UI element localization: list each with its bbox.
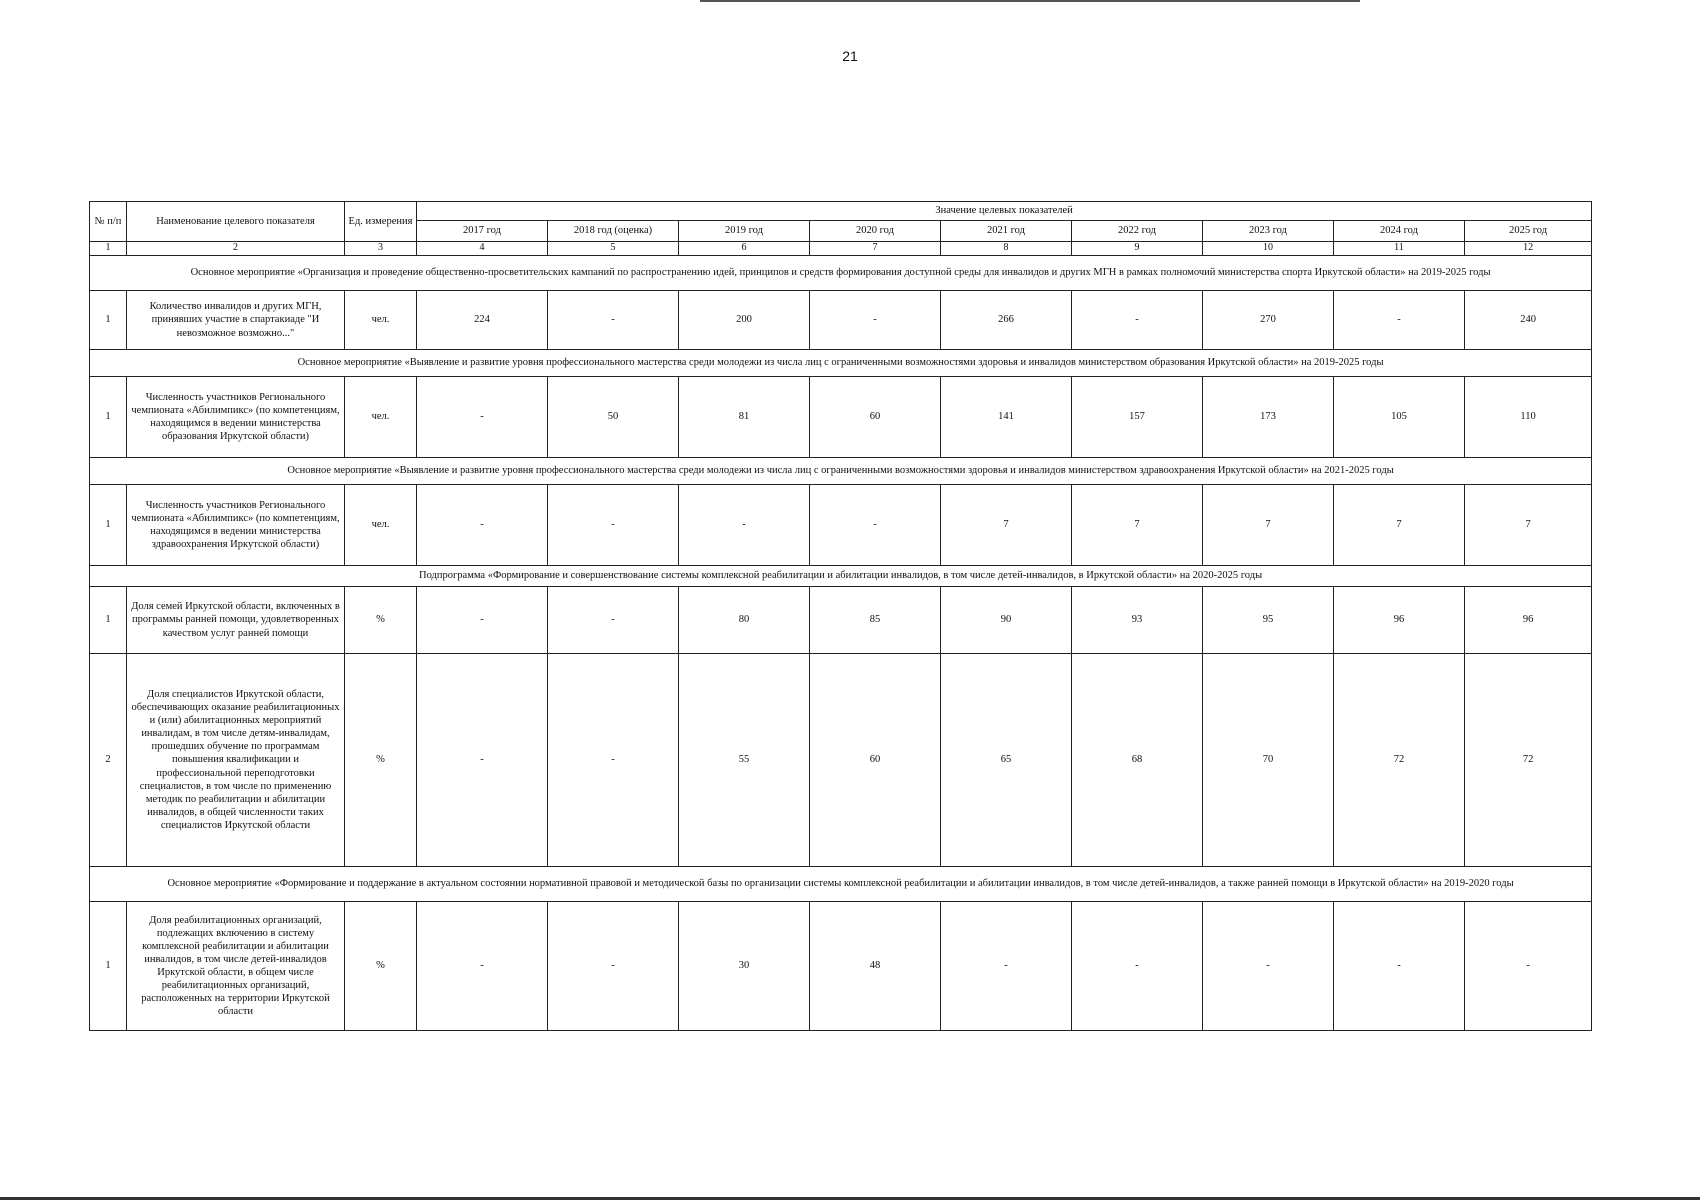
- value-cell: 7: [1072, 485, 1203, 566]
- column-number: 10: [1203, 242, 1334, 256]
- section-title: Основное мероприятие «Выявление и развитие уровня профессионального мастерства среди молодежи из числа лиц с ограниченными возможностями здоровья и инвалидов министерством здравоохранения Иркутской области» на 2021-2025 годы: [90, 458, 1592, 485]
- table-row: [90, 377, 1592, 458]
- row-number: 1: [90, 485, 127, 566]
- unit-cell: чел.: [345, 377, 417, 458]
- value-cell: 141: [941, 377, 1072, 458]
- table-row: [90, 291, 1592, 350]
- header-unit: Ед. измерения: [345, 202, 417, 242]
- value-cell: 50: [548, 377, 679, 458]
- value-cell: -: [548, 587, 679, 654]
- table-row: [90, 902, 1592, 1031]
- section-title: Подпрограмма «Формирование и совершенствование системы комплексной реабилитации и абилитации инвалидов, в том числе детей-инвалидов, в Иркутской области» на 2020-2025 годы: [90, 566, 1592, 587]
- value-cell: 30: [679, 902, 810, 1031]
- header-year: 2020 год: [810, 221, 941, 242]
- value-cell: 270: [1203, 291, 1334, 350]
- value-cell: 105: [1334, 377, 1465, 458]
- value-cell: -: [417, 902, 548, 1031]
- value-cell: -: [548, 291, 679, 350]
- value-cell: -: [417, 377, 548, 458]
- section-title: Основное мероприятие «Выявление и развитие уровня профессионального мастерства среди молодежи из числа лиц с ограниченными возможностями здоровья и инвалидов министерством образования Иркутской области» на 2019-2025 годы: [90, 350, 1592, 377]
- indicator-name: Количество инвалидов и других МГН, принявших участие в спартакиаде "И невозможное возможно...": [127, 291, 345, 350]
- value-cell: 55: [679, 654, 810, 867]
- value-cell: -: [810, 485, 941, 566]
- column-number-row: [90, 242, 1592, 256]
- header-year: 2025 год: [1465, 221, 1592, 242]
- value-cell: -: [417, 485, 548, 566]
- value-cell: -: [548, 902, 679, 1031]
- table-row: [90, 587, 1592, 654]
- header-year: 2022 год: [1072, 221, 1203, 242]
- row-number: 1: [90, 291, 127, 350]
- unit-cell: чел.: [345, 485, 417, 566]
- header-year: 2021 год: [941, 221, 1072, 242]
- section-row: [90, 566, 1592, 587]
- section-title: Основное мероприятие «Формирование и поддержание в актуальном состоянии нормативной правовой и методической базы по организации системы комплексной реабилитации и абилитации инвалидов, в том числе детей-инвалидов, а также ранней помощи в Иркутской области» на 2019-2020 годы: [90, 867, 1592, 902]
- row-number: 1: [90, 377, 127, 458]
- page-number: 21: [842, 48, 858, 64]
- table-row: [90, 654, 1592, 867]
- value-cell: 48: [810, 902, 941, 1031]
- value-cell: 60: [810, 654, 941, 867]
- section-row: [90, 350, 1592, 377]
- column-number: 5: [548, 242, 679, 256]
- value-cell: -: [548, 654, 679, 867]
- value-cell: 7: [941, 485, 1072, 566]
- value-cell: 65: [941, 654, 1072, 867]
- column-number: 4: [417, 242, 548, 256]
- row-number: 1: [90, 902, 127, 1031]
- value-cell: -: [1465, 902, 1592, 1031]
- value-cell: 80: [679, 587, 810, 654]
- value-cell: -: [1072, 291, 1203, 350]
- unit-cell: %: [345, 902, 417, 1031]
- row-number: 1: [90, 587, 127, 654]
- target-indicators-table-wrap: [89, 201, 1591, 1031]
- column-number: 6: [679, 242, 810, 256]
- value-cell: -: [1203, 902, 1334, 1031]
- value-cell: 85: [810, 587, 941, 654]
- value-cell: -: [1334, 902, 1465, 1031]
- scan-artifact-top: [700, 0, 1360, 2]
- column-number: 7: [810, 242, 941, 256]
- unit-cell: чел.: [345, 291, 417, 350]
- value-cell: 72: [1334, 654, 1465, 867]
- column-number: 8: [941, 242, 1072, 256]
- unit-cell: %: [345, 654, 417, 867]
- column-number: 3: [345, 242, 417, 256]
- header-year: 2023 год: [1203, 221, 1334, 242]
- value-cell: 110: [1465, 377, 1592, 458]
- indicator-name: Доля специалистов Иркутской области, обеспечивающих оказание реабилитационных и (или) абилитационных мероприятий инвалидам, в том числе детям-инвалидам, прошедших обучение по программам повышения квалификации и профессиональной переподготовки специалистов, в том числе по применению методик по реабилитации и абилитации инвалидов, в общей численности таких специалистов Иркутской области: [127, 654, 345, 867]
- section-title: Основное мероприятие «Организация и проведение общественно-просветительских кампаний по распространению идей, принципов и средств формирования доступной среды для инвалидов и других МГН в рамках полномочий министерства спорта Иркутской области» на 2019-2025 годы: [90, 256, 1592, 291]
- indicator-name: Доля реабилитационных организаций, подлежащих включению в систему комплексной реабилитации и абилитации инвалидов, в том числе детей-инвалидов Иркутской области, в общем числе реабилитационных организаций, расположенных на территории Иркутской области: [127, 902, 345, 1031]
- header-year: 2024 год: [1334, 221, 1465, 242]
- value-cell: 200: [679, 291, 810, 350]
- indicator-name: Численность участников Регионального чемпионата «Абилимпикс» (по компетенциям, находящимся в ведении министерства образования Иркутской области): [127, 377, 345, 458]
- header-year: 2018 год (оценка): [548, 221, 679, 242]
- value-cell: -: [810, 291, 941, 350]
- column-number: 9: [1072, 242, 1203, 256]
- header-name: Наименование целевого показателя: [127, 202, 345, 242]
- value-cell: 96: [1334, 587, 1465, 654]
- value-cell: 68: [1072, 654, 1203, 867]
- value-cell: 7: [1334, 485, 1465, 566]
- value-cell: 266: [941, 291, 1072, 350]
- header-year: 2019 год: [679, 221, 810, 242]
- row-number: 2: [90, 654, 127, 867]
- unit-cell: %: [345, 587, 417, 654]
- value-cell: 224: [417, 291, 548, 350]
- value-cell: -: [679, 485, 810, 566]
- header-num: № п/п: [90, 202, 127, 242]
- value-cell: 60: [810, 377, 941, 458]
- value-cell: 93: [1072, 587, 1203, 654]
- target-indicators-table: [89, 201, 1592, 1031]
- column-number: 2: [127, 242, 345, 256]
- value-cell: -: [417, 587, 548, 654]
- value-cell: 157: [1072, 377, 1203, 458]
- value-cell: 7: [1465, 485, 1592, 566]
- value-cell: 81: [679, 377, 810, 458]
- value-cell: 7: [1203, 485, 1334, 566]
- section-row: [90, 867, 1592, 902]
- section-row: [90, 458, 1592, 485]
- column-number: 12: [1465, 242, 1592, 256]
- value-cell: -: [1072, 902, 1203, 1031]
- header-row-top: [90, 202, 1592, 221]
- value-cell: -: [1334, 291, 1465, 350]
- value-cell: 70: [1203, 654, 1334, 867]
- header-year: 2017 год: [417, 221, 548, 242]
- table-row: [90, 485, 1592, 566]
- value-cell: 96: [1465, 587, 1592, 654]
- section-row: [90, 256, 1592, 291]
- header-values-group: Значение целевых показателей: [417, 202, 1592, 221]
- value-cell: -: [417, 654, 548, 867]
- column-number: 1: [90, 242, 127, 256]
- column-number: 11: [1334, 242, 1465, 256]
- value-cell: -: [548, 485, 679, 566]
- indicator-name: Доля семей Иркутской области, включенных в программы ранней помощи, удовлетворенных качеством услуг ранней помощи: [127, 587, 345, 654]
- value-cell: 173: [1203, 377, 1334, 458]
- value-cell: 240: [1465, 291, 1592, 350]
- value-cell: 95: [1203, 587, 1334, 654]
- value-cell: 90: [941, 587, 1072, 654]
- value-cell: 72: [1465, 654, 1592, 867]
- value-cell: -: [941, 902, 1072, 1031]
- indicator-name: Численность участников Регионального чемпионата «Абилимпикс» (по компетенциям, находящимся в ведении министерства здравоохранения Иркутской области): [127, 485, 345, 566]
